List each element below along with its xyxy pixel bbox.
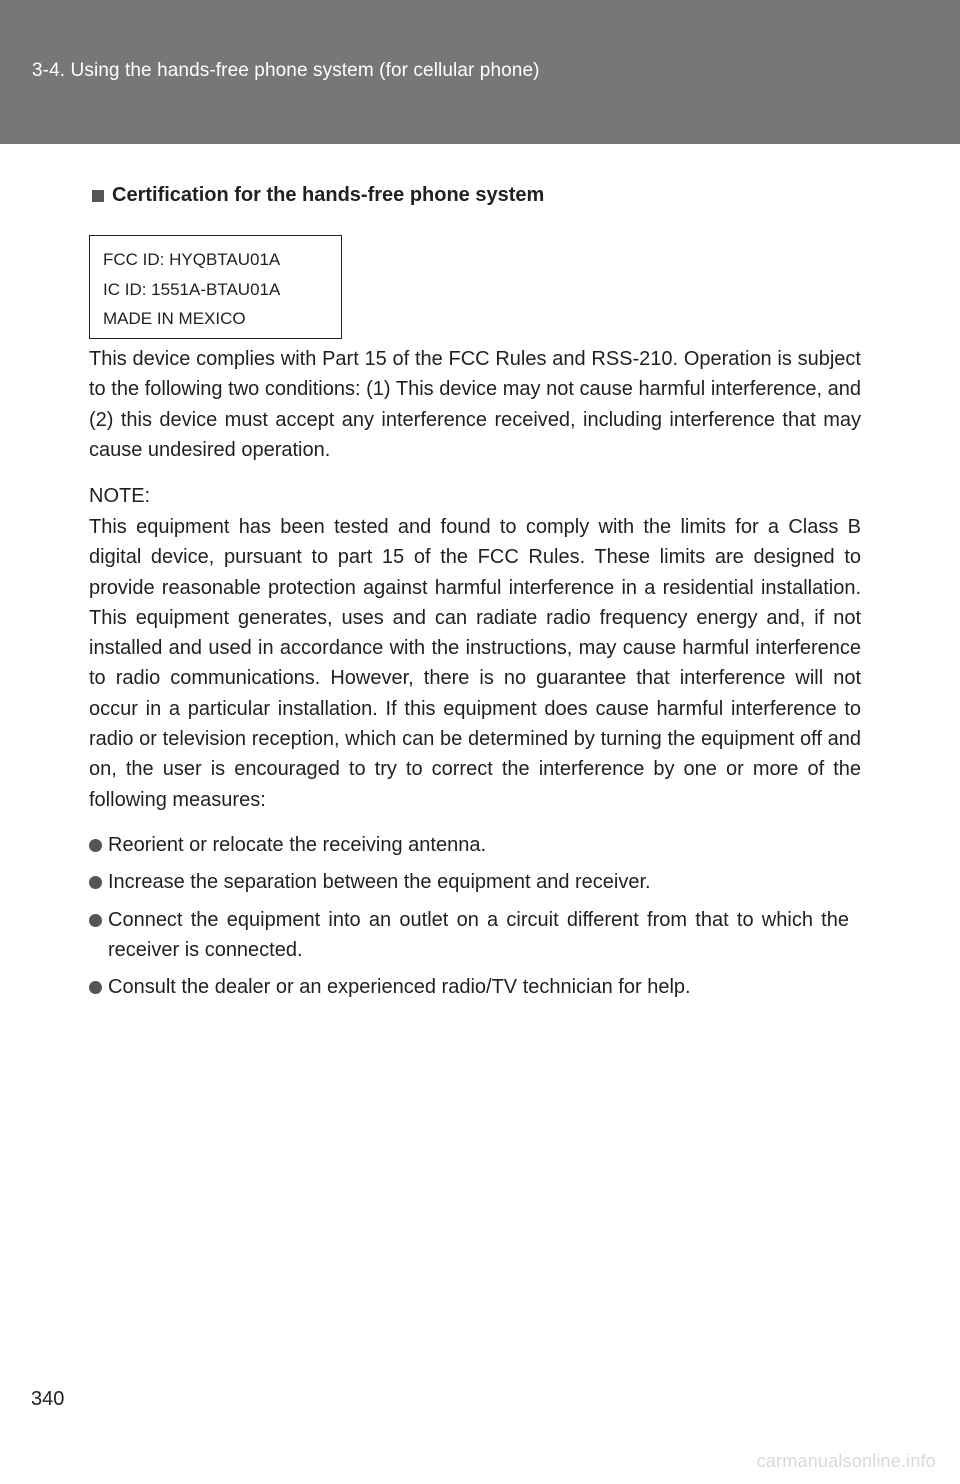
- certification-box: [89, 235, 342, 339]
- ic-id: IC ID: 1551A-BTAU01A: [103, 279, 281, 299]
- list-item-text: Connect the equipment into an outlet on a circuit different from that to which the receiver is connected.: [108, 908, 849, 961]
- country-of-origin: MADE IN MEXICO: [103, 309, 246, 328]
- measures-list: [89, 830, 861, 1009]
- list-item: [89, 905, 861, 966]
- circle-bullet-icon: [89, 914, 102, 927]
- list-item-text: Reorient or relocate the receiving antenna.: [108, 834, 487, 856]
- page-number: 340: [31, 1388, 65, 1410]
- note-paragraph: This equipment has been tested and found to comply with the limits for a Class B digital device, pursuant to part 15 of the FCC Rules. These limits are designed to provide reasonable protection against harmful interference in a residential installation. This equipment generates, uses and can radiate radio frequency energy and, if not installed and used in accordance with the instructions, may cause harmful interference to radio communications. However, there is no guarantee that interference will not occur in a particular installation. If this equipment does cause harmful interference to radio or television reception, which can be determined by turning the equipment off and on, the user is encouraged to try to correct the interference by one or more of the following measures:: [89, 516, 861, 811]
- fcc-id: FCC ID: HYQBTAU01A: [103, 250, 281, 269]
- list-item: [89, 830, 861, 860]
- watermark: carmanualsonline.info: [756, 1451, 936, 1471]
- section-heading: [88, 184, 888, 207]
- circle-bullet-icon: [89, 839, 102, 852]
- header-title: 3-4. Using the hands-free phone system (for cellular phone): [32, 60, 540, 81]
- list-item-text: Increase the separation between the equipment and receiver.: [108, 871, 651, 894]
- circle-bullet-icon: [89, 876, 102, 889]
- compliance-paragraph: This device complies with Part 15 of the FCC Rules and RSS-210. Operation is subject to the following two conditions: (1) This device may not cause harmful interference, and (2) this device must accept any interference received, including interference that may cause undesired operation.: [89, 348, 861, 461]
- list-item: [89, 867, 861, 897]
- note-label: NOTE:: [89, 485, 151, 507]
- section-heading-text: Certification for the hands-free phone system: [112, 184, 545, 206]
- list-item-text: Consult the dealer or an experienced radio/TV technician for help.: [108, 976, 691, 999]
- circle-bullet-icon: [89, 981, 102, 994]
- square-bullet-icon: [92, 190, 104, 202]
- page-header: [0, 0, 960, 144]
- list-item: [89, 972, 861, 1002]
